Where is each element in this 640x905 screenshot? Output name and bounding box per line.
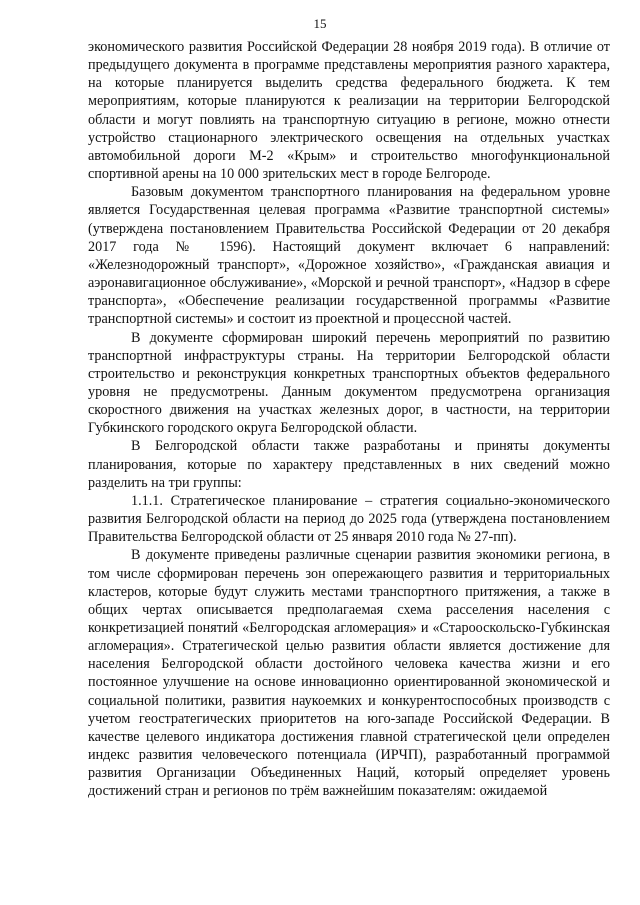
document-body	[88, 38, 610, 801]
paragraph-infrastructure-measures: В документе сформирован широкий перечень мероприятий по развитию транспортной инфраструктуры страны. На территории Белгородской области строительство и реконструкция конкретных транспортных объектов федерального уровня не предусмотрены. Данным документом предусмотрена организация скоростного движения на участках железных дорог, в частности, на территории Губкинского городского округа Белгородской области.	[88, 329, 610, 437]
paragraph-regional-documents: В Белгородской области также разработаны и приняты документы планирования, которые по характеру представленных в них сведений можно разделить на три группы:	[88, 438, 610, 491]
page-number: 15	[313, 16, 327, 31]
paragraph-development-scenarios: В документе приведены различные сценарии развития экономики региона, в том числе сформирован перечень зон опережающего развития и территориальных кластеров, которые будут служить местами транспортного притяжения, а также в общих чертах описывается предполагаемая схема расселения населения с конкретизацией понятий «Белгородская агломерация» и «Старооскольско-Губкинская агломерация». Стратегической целью развития области является достижение для населения Белгородской области достойного человека качества жизни и его постоянное улучшение на основе инновационно ориентированной экономической и социальной политики, развития наукоемких и конкурентоспособных производств с учетом геостратегических приоритетов на юго-западе Российской Федерации. В качестве целевого индикатора достижения главной стратегической цели определен индекс развития человеческого потенциала (ИРЧП), разработанный программой развития Организации Объединенных Наций, который определяет уровень достижений стран и регионов по трём важнейшим показателям: ожидаемой	[88, 547, 610, 800]
paragraph-continuation: экономического развития Российской Федерации 28 ноября 2019 года). В отличие от предыдущего документа в программе представлены мероприятия разного характера, на которые планируется выделить средства федерального бюджета. К тем мероприятиям, которые планируются к реализации на территории Белгородской области и могут повлиять на транспортную ситуацию в регионе, можно отнести устройство стационарного электрического освещения на отдельных участках автомобильной дороги М-2 «Крым» и строительство многофункциональной спортивной арены на 10 000 зрительских мест в городе Белгороде.	[88, 39, 610, 183]
paragraph-strategic-planning: 1.1.1. Стратегическое планирование – стратегия социально-экономического развития Белгородской области на период до 2025 года (утверждена постановлением Правительства Белгородской области от 25 января 2010 года № 27-пп).	[88, 492, 610, 546]
paragraph-federal-program: Базовым документом транспортного планирования на федеральном уровне является Государственная целевая программа «Развитие транспортной системы» (утверждена постановлением Правительства Российской Федерации от 20 декабря 2017 года № 1596). Настоящий документ включает 6 направлений: «Железнодорожный транспорт», «Дорожное хозяйство», «Гражданская авиация и аэронавигационное обслуживание», «Морской и речной транспорт», «Надзор в сфере транспорта», «Обеспечение реализации государственной программы «Развитие транспортной системы» и состоит из проектной и процессной частей.	[88, 184, 610, 328]
